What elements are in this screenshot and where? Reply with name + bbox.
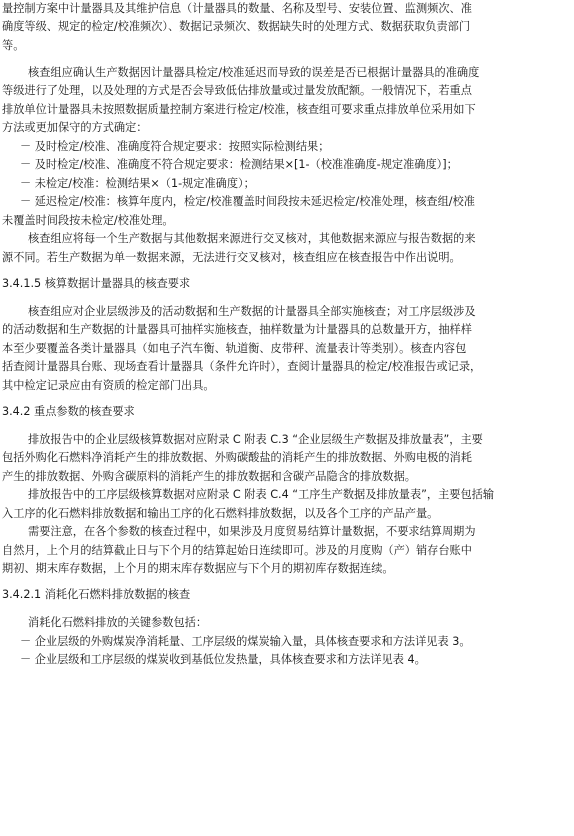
text-line: 等级进行了处理，以及处理的方式是否会导致低估排放量或过量发放配额。一般情况下，若重点 [2, 84, 472, 97]
text-line: 自然月，上个月的结算截止日与下个月的结算起始日连续即可。涉及的月度购（产）销存台账中 [2, 544, 472, 557]
list-item: － 未检定/校准：检测结果×（1-规定准确度）； [20, 177, 255, 190]
text-line: 方法或更加保守的方式确定： [2, 121, 148, 134]
text-line: 本至少要覆盖各类计量器具（如电子汽车衡、轨道衡、皮带秤、流量表计等类别）。核查内容包 [2, 342, 467, 355]
text-line: 排放报告中的工序层级核算数据对应附录 C 附表 C.4 “工序生产数据及排放量表”，主要包括输 [28, 488, 495, 501]
list-item: － 企业层级的外购煤炭净消耗量、工序层级的煤炭输入量，具体核查要求和方法详见表 3。 [20, 635, 471, 648]
text-line: 产生的排放数据、外购含碳原料的消耗产生的排放数据和含碳产品隐含的排放数据。 [2, 470, 416, 483]
text-line: 核查组应对企业层级涉及的活动数据和生产数据的计量器具全部实施核查；对工序层级涉及 [28, 305, 476, 318]
text-line: 源不同。若生产数据为单一数据来源，无法进行交叉核对，核查组应在核查报告中作出说明。 [2, 251, 461, 264]
text-line: 等。 [2, 39, 25, 52]
section-heading: 3.4.1.5 核算数据计量器具的核查要求 [2, 277, 191, 290]
text-line: 消耗化石燃料排放的关键参数包括： [28, 616, 208, 629]
section-heading: 3.4.2.1 消耗化石燃料排放数据的核查 [2, 588, 191, 601]
text-line: 未覆盖时间段按未检定/校准处理。 [2, 214, 174, 227]
text-line: 包括外购化石燃料净消耗产生的排放数据、外购碳酸盐的消耗产生的排放数据、外购电极的消耗 [2, 451, 472, 464]
text-line: 其中检定记录应由有资质的检定部门出具。 [2, 379, 215, 392]
text-line: 的活动数据和生产数据的计量器具可抽样实施核查，抽样数量为计量器具的总数量开方，抽样样 [2, 323, 472, 336]
text-line: 需要注意，在各个参数的核查过程中，如果涉及月度贸易结算计量数据，不要求结算周期为 [28, 525, 476, 538]
list-item: － 企业层级和工序层级的煤炭收到基低位发热量，具体核查要求和方法详见表 4。 [20, 653, 426, 666]
text-line: 括查阅计量器具台账、现场查看计量器具（条件允许时），查阅计量器具的检定/校准报告或记录， [2, 360, 482, 373]
text-line: 核查组应将每一个生产数据与其他数据来源进行交叉核对，其他数据来源应与报告数据的来 [28, 232, 476, 245]
text-line: 量控制方案中计量器具及其维护信息（计量器具的数量、名称及型号、安装位置、监测频次、准 [2, 2, 472, 15]
text-line: 核查组应确认生产数据因计量器具检定/校准延迟而导致的误差是否已根据计量器具的准确度 [28, 66, 480, 79]
list-item: － 及时检定/校准、准确度不符合规定要求：检测结果×[1-（校准准确度-规定准确度）]； [20, 158, 458, 171]
section-heading: 3.4.2 重点参数的核查要求 [2, 405, 135, 418]
list-item: － 及时检定/校准、准确度符合规定要求：按照实际检测结果； [20, 140, 330, 153]
list-item: － 延迟检定/校准：核算年度内，检定/校准覆盖时间段按未延迟检定/校准处理，核查组/校准 [20, 195, 475, 208]
text-line: 排放报告中的企业层级核算数据对应附录 C 附表 C.3 “企业层级生产数据及排放量表”，主要 [28, 433, 483, 446]
text-line: 入工序的化石燃料排放数据和输出工序的化石燃料排放数据，以及各个工序的产品产量。 [2, 507, 439, 520]
text-line: 确度等级、规定的检定/校准频次）、数据记录频次、数据缺失时的处理方式、数据获取负责部门 [2, 20, 471, 33]
text-line: 排放单位计量器具未按照数据质量控制方案进行检定/校准，核查组可要求重点排放单位采用如下 [2, 103, 476, 116]
text-line: 期初、期末库存数据，上个月的期末库存数据应与下个月的期初库存数据连续。 [2, 562, 394, 575]
